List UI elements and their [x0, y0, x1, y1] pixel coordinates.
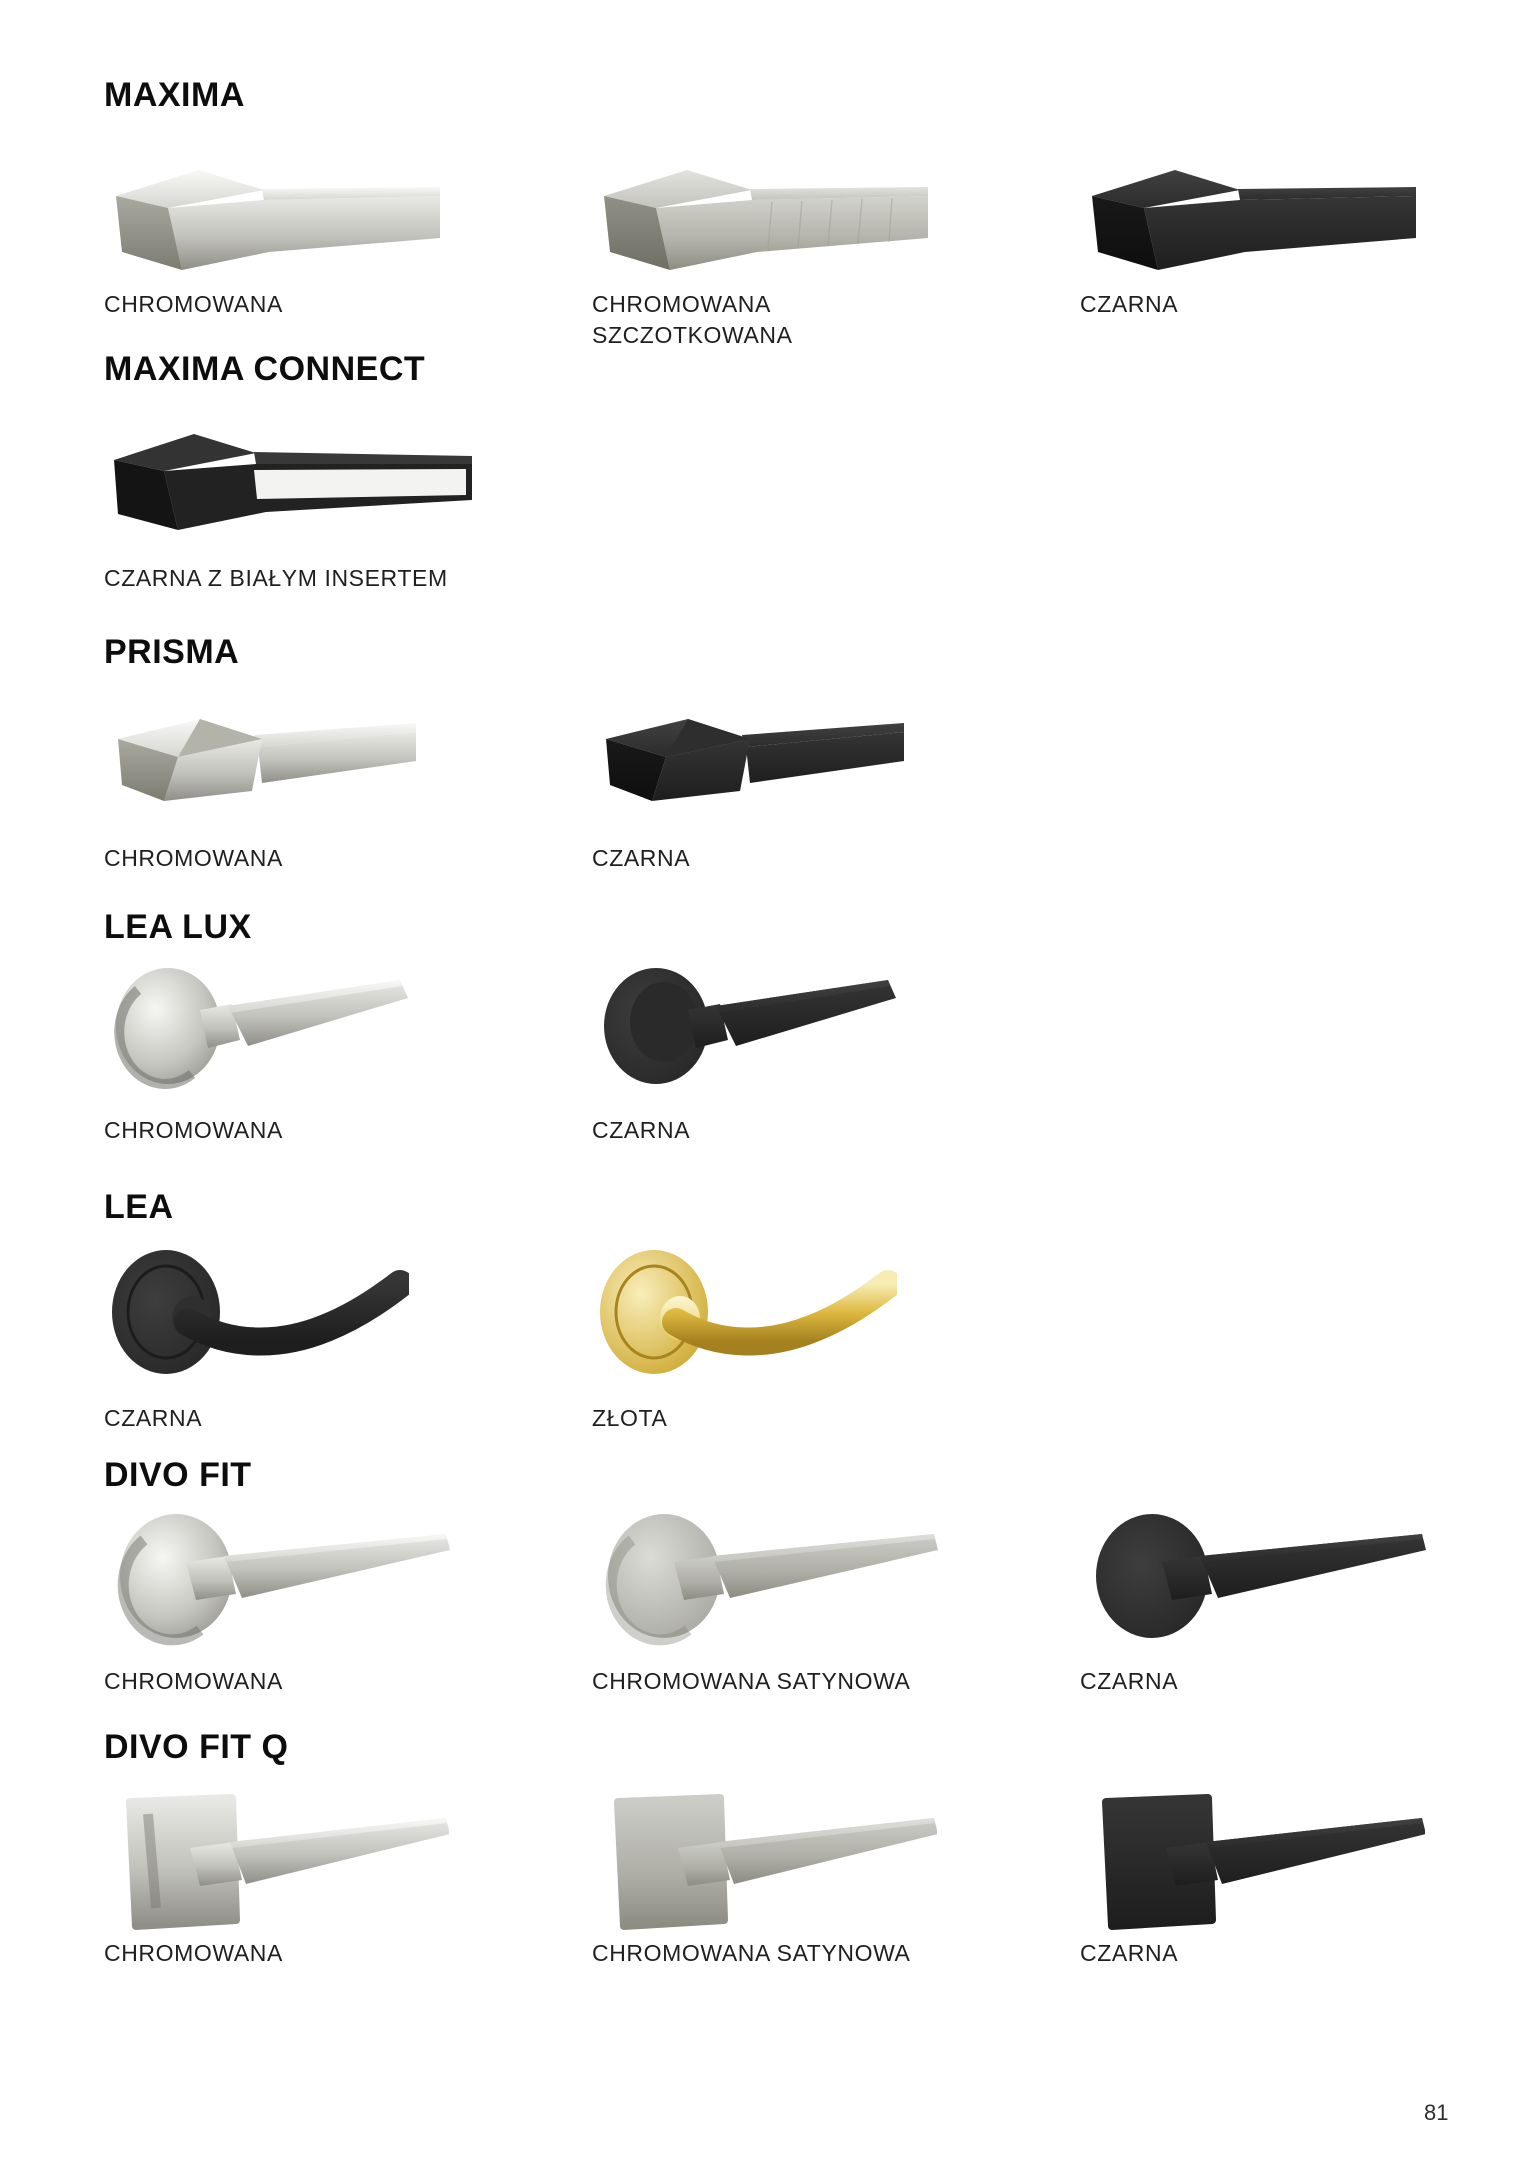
door-handle-image-maxima-black [1080, 160, 1420, 272]
finish-label: CZARNA [1080, 1940, 1179, 1966]
section-title-lea-lux: LEA LUX [104, 908, 252, 946]
product-cell [104, 1188, 564, 1458]
finish-label: CHROMOWANA [104, 291, 283, 317]
product-cell [104, 1728, 564, 1998]
finish-label: CZARNA [592, 1117, 691, 1143]
section-title-divo-fit-q: DIVO FIT Q [104, 1728, 289, 1766]
product-cell [1080, 1456, 1526, 1726]
product-cell [104, 1456, 564, 1726]
finish-label: CZARNA [1080, 1668, 1179, 1694]
door-handle-image-prisma-black [592, 705, 907, 817]
product-cell [592, 76, 1052, 349]
product-cell [1080, 76, 1526, 346]
finish-label: CHROMOWANA SATYNOWA [592, 1668, 911, 1694]
door-handle-image-divo-fit-q-satin [592, 1786, 937, 1934]
finish-label: CHROMOWANA [104, 1940, 283, 1966]
door-handle-image-divo-fit-q-chrome [104, 1786, 449, 1934]
door-handle-image-divo-fit-q-black [1080, 1786, 1425, 1934]
finish-label: CHROMOWANA SATYNOWA [592, 1940, 911, 1966]
product-cell [592, 633, 1052, 903]
finish-label: CZARNA Z BIAŁYM INSERTEM [104, 565, 448, 591]
product-cell [104, 350, 564, 620]
section-lea [0, 1188, 1526, 1458]
section-lea-lux [0, 908, 1526, 1178]
door-handle-image-divo-fit-chrome [104, 1504, 452, 1646]
product-cell [592, 908, 1052, 1178]
product-cell [592, 1188, 1052, 1458]
section-title-maxima-connect: MAXIMA CONNECT [104, 350, 426, 388]
section-prisma [0, 633, 1526, 903]
finish-label: CZARNA [104, 1405, 203, 1431]
product-cell [104, 908, 564, 1178]
section-title-maxima: MAXIMA [104, 76, 245, 114]
finish-label: CHROMOWANA SZCZOTKOWANA [592, 291, 793, 349]
finish-label: CZARNA [592, 845, 691, 871]
door-handle-image-maxima-brushed [592, 160, 932, 272]
section-divo-fit-q [0, 1728, 1526, 1998]
door-handle-image-prisma-chrome [104, 705, 419, 817]
section-title-prisma: PRISMA [104, 633, 240, 671]
door-handle-image-lea-lux-black [592, 952, 897, 1100]
finish-label: CHROMOWANA [104, 1117, 283, 1143]
finish-label: ZŁOTA [592, 1405, 668, 1431]
section-title-divo-fit: DIVO FIT [104, 1456, 252, 1494]
page-number: 81 [1424, 2100, 1449, 2125]
product-cell [592, 1728, 1052, 1998]
door-handle-image-lea-lux-chrome [104, 952, 409, 1100]
door-handle-image-lea-gold [592, 1234, 897, 1392]
finish-label: CZARNA [1080, 291, 1179, 317]
product-cell [592, 1456, 1052, 1726]
door-handle-image-maxima-connect-black-white [104, 426, 476, 530]
door-handle-image-divo-fit-black [1080, 1504, 1428, 1646]
product-cell [1080, 1728, 1526, 1998]
section-maxima-connect [0, 350, 1526, 620]
section-title-lea: LEA [104, 1188, 174, 1226]
finish-label: CHROMOWANA [104, 845, 283, 871]
product-cell [104, 76, 564, 346]
section-divo-fit [0, 1456, 1526, 1726]
door-handle-image-divo-fit-satin [592, 1504, 940, 1646]
door-handle-image-lea-black [104, 1234, 409, 1392]
finish-label: CHROMOWANA [104, 1668, 283, 1694]
door-handle-image-maxima-chrome [104, 160, 444, 272]
product-cell [104, 633, 564, 903]
section-maxima [0, 76, 1526, 349]
